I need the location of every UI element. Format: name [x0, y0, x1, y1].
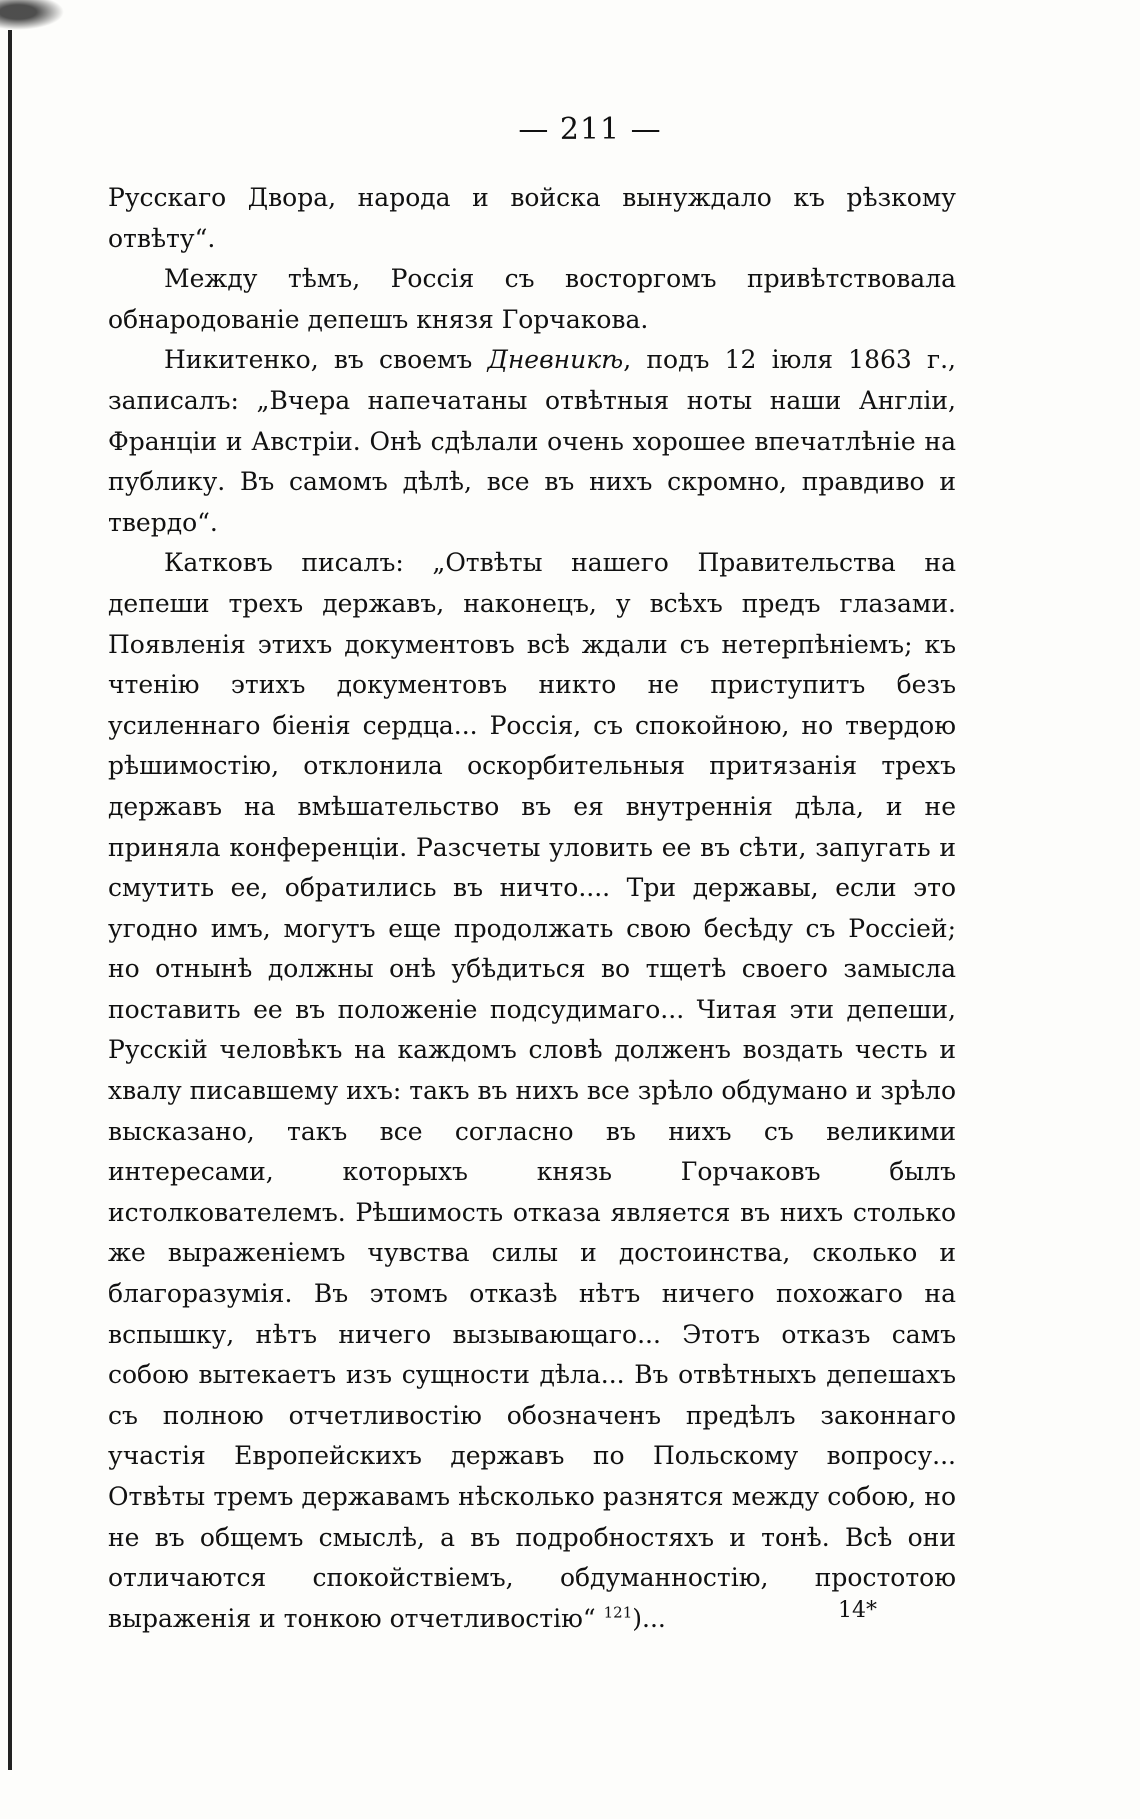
paragraph-1: Русскаго Двора, народа и войска вынуждало къ рѣзкому отвѣту“. — [108, 183, 956, 253]
footnote-reference: 121 — [603, 1603, 633, 1622]
paragraph-3 — [108, 340, 956, 543]
paragraph-2: Между тѣмъ, Россія съ восторгомъ привѣтствовала обнародованіе депешъ князя Горчакова. — [108, 264, 956, 334]
signature-mark: 14* — [838, 1598, 877, 1623]
scan-speck — [0, 0, 90, 40]
page-edge-line — [8, 30, 12, 1770]
page-number: — 211 — — [518, 112, 662, 147]
diary-title-italic: Дневникѣ — [487, 345, 624, 375]
paragraph-3-lead: Никитенко, въ своемъ — [164, 345, 488, 375]
paragraph-4-quote — [108, 543, 956, 1639]
quote-tail: )... — [632, 1603, 666, 1633]
body-text — [108, 178, 956, 1639]
paragraph-3-rest: , подъ 12 іюля 1863 г., записалъ: „Вчера напечатаны отвѣтныя ноты наши Англіи, Франціи и Австріи. Онѣ сдѣлали очень хорошее впечатлѣніе на публику. Въ самомъ дѣлѣ, все въ нихъ скромно, правдиво и твердо“. — [108, 345, 956, 537]
katkov-quote: Катковъ писалъ: „Отвѣты нашего Правительства на депеши трехъ державъ, наконецъ, у всѣхъ предъ глазами. Появленія этихъ документовъ всѣ ждали съ нетерпѣніемъ; къ чтенію этихъ документовъ никто не приступитъ безъ усиленнаго біенія сердца... Россія, съ спокойною, но твердою рѣшимостію, отклонила оскорбительныя притязанія трехъ державъ на вмѣшательство въ ея внутреннія дѣла, и не приняла конференціи. Разсчеты уловить ее въ сѣти, запугать и смутить ее, обратились въ ничто.... Три державы, если это угодно имъ, могутъ еще продолжать свою бесѣду съ Россіей; но отнынѣ должны онѣ убѣдиться во тщетѣ своего замысла поставить ее въ положеніе подсудимаго... Читая эти депеши, Русскій человѣкъ на каждомъ словѣ долженъ воздать честь и хвалу писавшему ихъ: такъ въ нихъ все зрѣло обдумано и зрѣло высказано, такъ все согласно въ нихъ съ великими интересами, которыхъ князь Горчаковъ былъ истолкователемъ. Рѣшимость отказа является въ нихъ столько же выраженіемъ чувства силы и достоинства, сколько и благоразумія. Въ этомъ отказѣ нѣтъ ничего похожаго на вспышку, нѣтъ ничего вызывающаго... Этотъ отказъ самъ собою вытекаетъ изъ сущности дѣла... Въ отвѣтныхъ депешахъ съ полною отчетливостію обозначенъ предѣлъ законнаго участія Европейскихъ державъ по Польскому вопросу... Отвѣты тремъ державамъ нѣсколько разнятся между собою, но не въ общемъ смыслѣ, а въ подробностяхъ и тонѣ. Всѣ они отличаются спокойствіемъ, обдуманностію, простотою выраженія и тонкою отчетливостію“ — [108, 548, 956, 1633]
